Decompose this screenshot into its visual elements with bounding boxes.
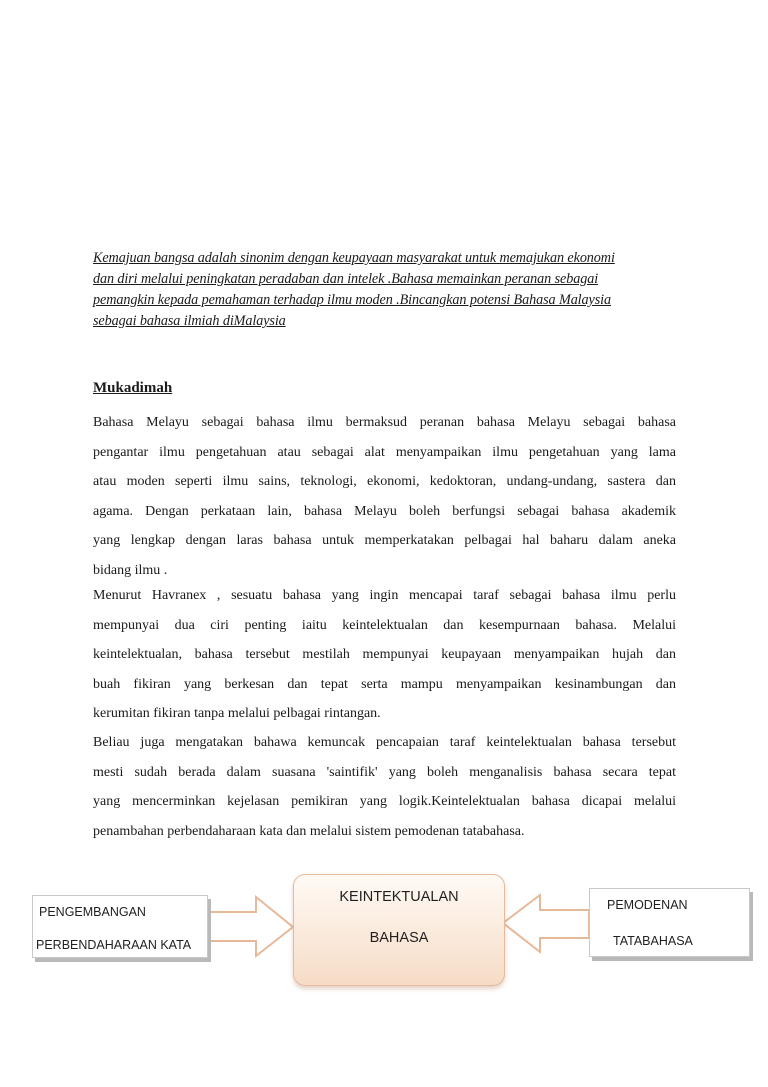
paragraph-line: pengantar ilmu pengetahuan atau sebagai alat menyampaikan ilmu pengetahuan yang lama: [93, 444, 676, 460]
question-line: pemangkin kepada pemahaman terhadap ilmu moden .Bincangkan potensi Bahasa Malaysia: [93, 292, 611, 308]
paragraph-line: mesti sudah berada dalam suasana 'saintifik' yang boleh menganalisis bahasa secara tepat: [93, 764, 676, 780]
box-label: PERBENDAHARAAN KATA: [36, 938, 192, 952]
paragraph-3: [93, 728, 676, 846]
paragraph-line: Beliau juga mengatakan bahawa kemuncak pencapaian taraf keintelektualan bahasa tersebut: [93, 735, 676, 750]
paragraph-line: Menurut Havranex , sesuatu bahasa yang ingin mencapai taraf sebagai bahasa ilmu perlu: [93, 588, 676, 603]
paragraph-line: agama. Dengan perkataan lain, bahasa Melayu boleh berfungsi sebagai bahasa akademik: [93, 503, 676, 519]
paragraph-line: kerumitan fikiran tanpa melalui pelbagai rintangan.: [93, 706, 381, 721]
box-label: PEMODENAN: [607, 898, 688, 912]
paragraph-line: yang lengkap dengan laras bahasa untuk memperkatakan pelbagai hal baharu dalam aneka: [93, 533, 676, 548]
paragraph-line: mempunyai dua ciri penting iaitu keintelektualan dan kesempurnaan bahasa. Melalui: [93, 617, 676, 633]
section-heading: Mukadimah: [93, 380, 173, 396]
box-label: TATABAHASA: [613, 934, 693, 948]
left-arrow-shape: [503, 895, 589, 952]
paragraph-line: Bahasa Melayu sebagai bahasa ilmu bermaksud peranan bahasa Melayu sebagai bahasa: [93, 415, 676, 430]
question-line: sebagai bahasa ilmiah diMalaysia: [93, 313, 286, 329]
paragraph-line: atau moden seperti ilmu sains, teknologi, ekonomi, kedoktoran, undang-undang, sastera dan: [93, 474, 676, 489]
paragraph-1: [93, 408, 676, 585]
box-label: PENGEMBANGAN: [39, 905, 146, 919]
paragraph-line: buah fikiran yang berkesan dan tepat serta mampu menyampaikan kesinambungan dan: [93, 676, 676, 692]
development-vocabulary-box: [32, 895, 208, 958]
paragraph-2: [93, 581, 676, 729]
box-label: KEINTEKTUALAN: [339, 889, 459, 905]
paragraph-line: bidang ilmu .: [93, 562, 168, 578]
question-text: [93, 248, 683, 332]
box-label: BAHASA: [369, 930, 429, 946]
question-line: dan diri melalui peningkatan peradaban dan intelek .Bahasa memainkan peranan sebagai: [93, 271, 599, 287]
right-arrow-shape: [206, 897, 293, 956]
language-intellectualism-box: [293, 874, 505, 986]
grammar-modernization-box: [589, 888, 750, 957]
paragraph-line: yang mencerminkan kejelasan pemikiran yang logik.Keintelektualan bahasa dicapai melalui: [93, 794, 676, 809]
paragraph-line: keintelektualan, bahasa tersebut mestilah mempunyai keupayaan menyampaikan hujah dan: [93, 647, 676, 662]
paragraph-line: penambahan perbendaharaan kata dan melalui sistem pemodenan tatabahasa.: [93, 823, 525, 839]
question-line: Kemajuan bangsa adalah sinonim dengan keupayaan masyarakat untuk memajukan ekonomi: [93, 250, 615, 266]
